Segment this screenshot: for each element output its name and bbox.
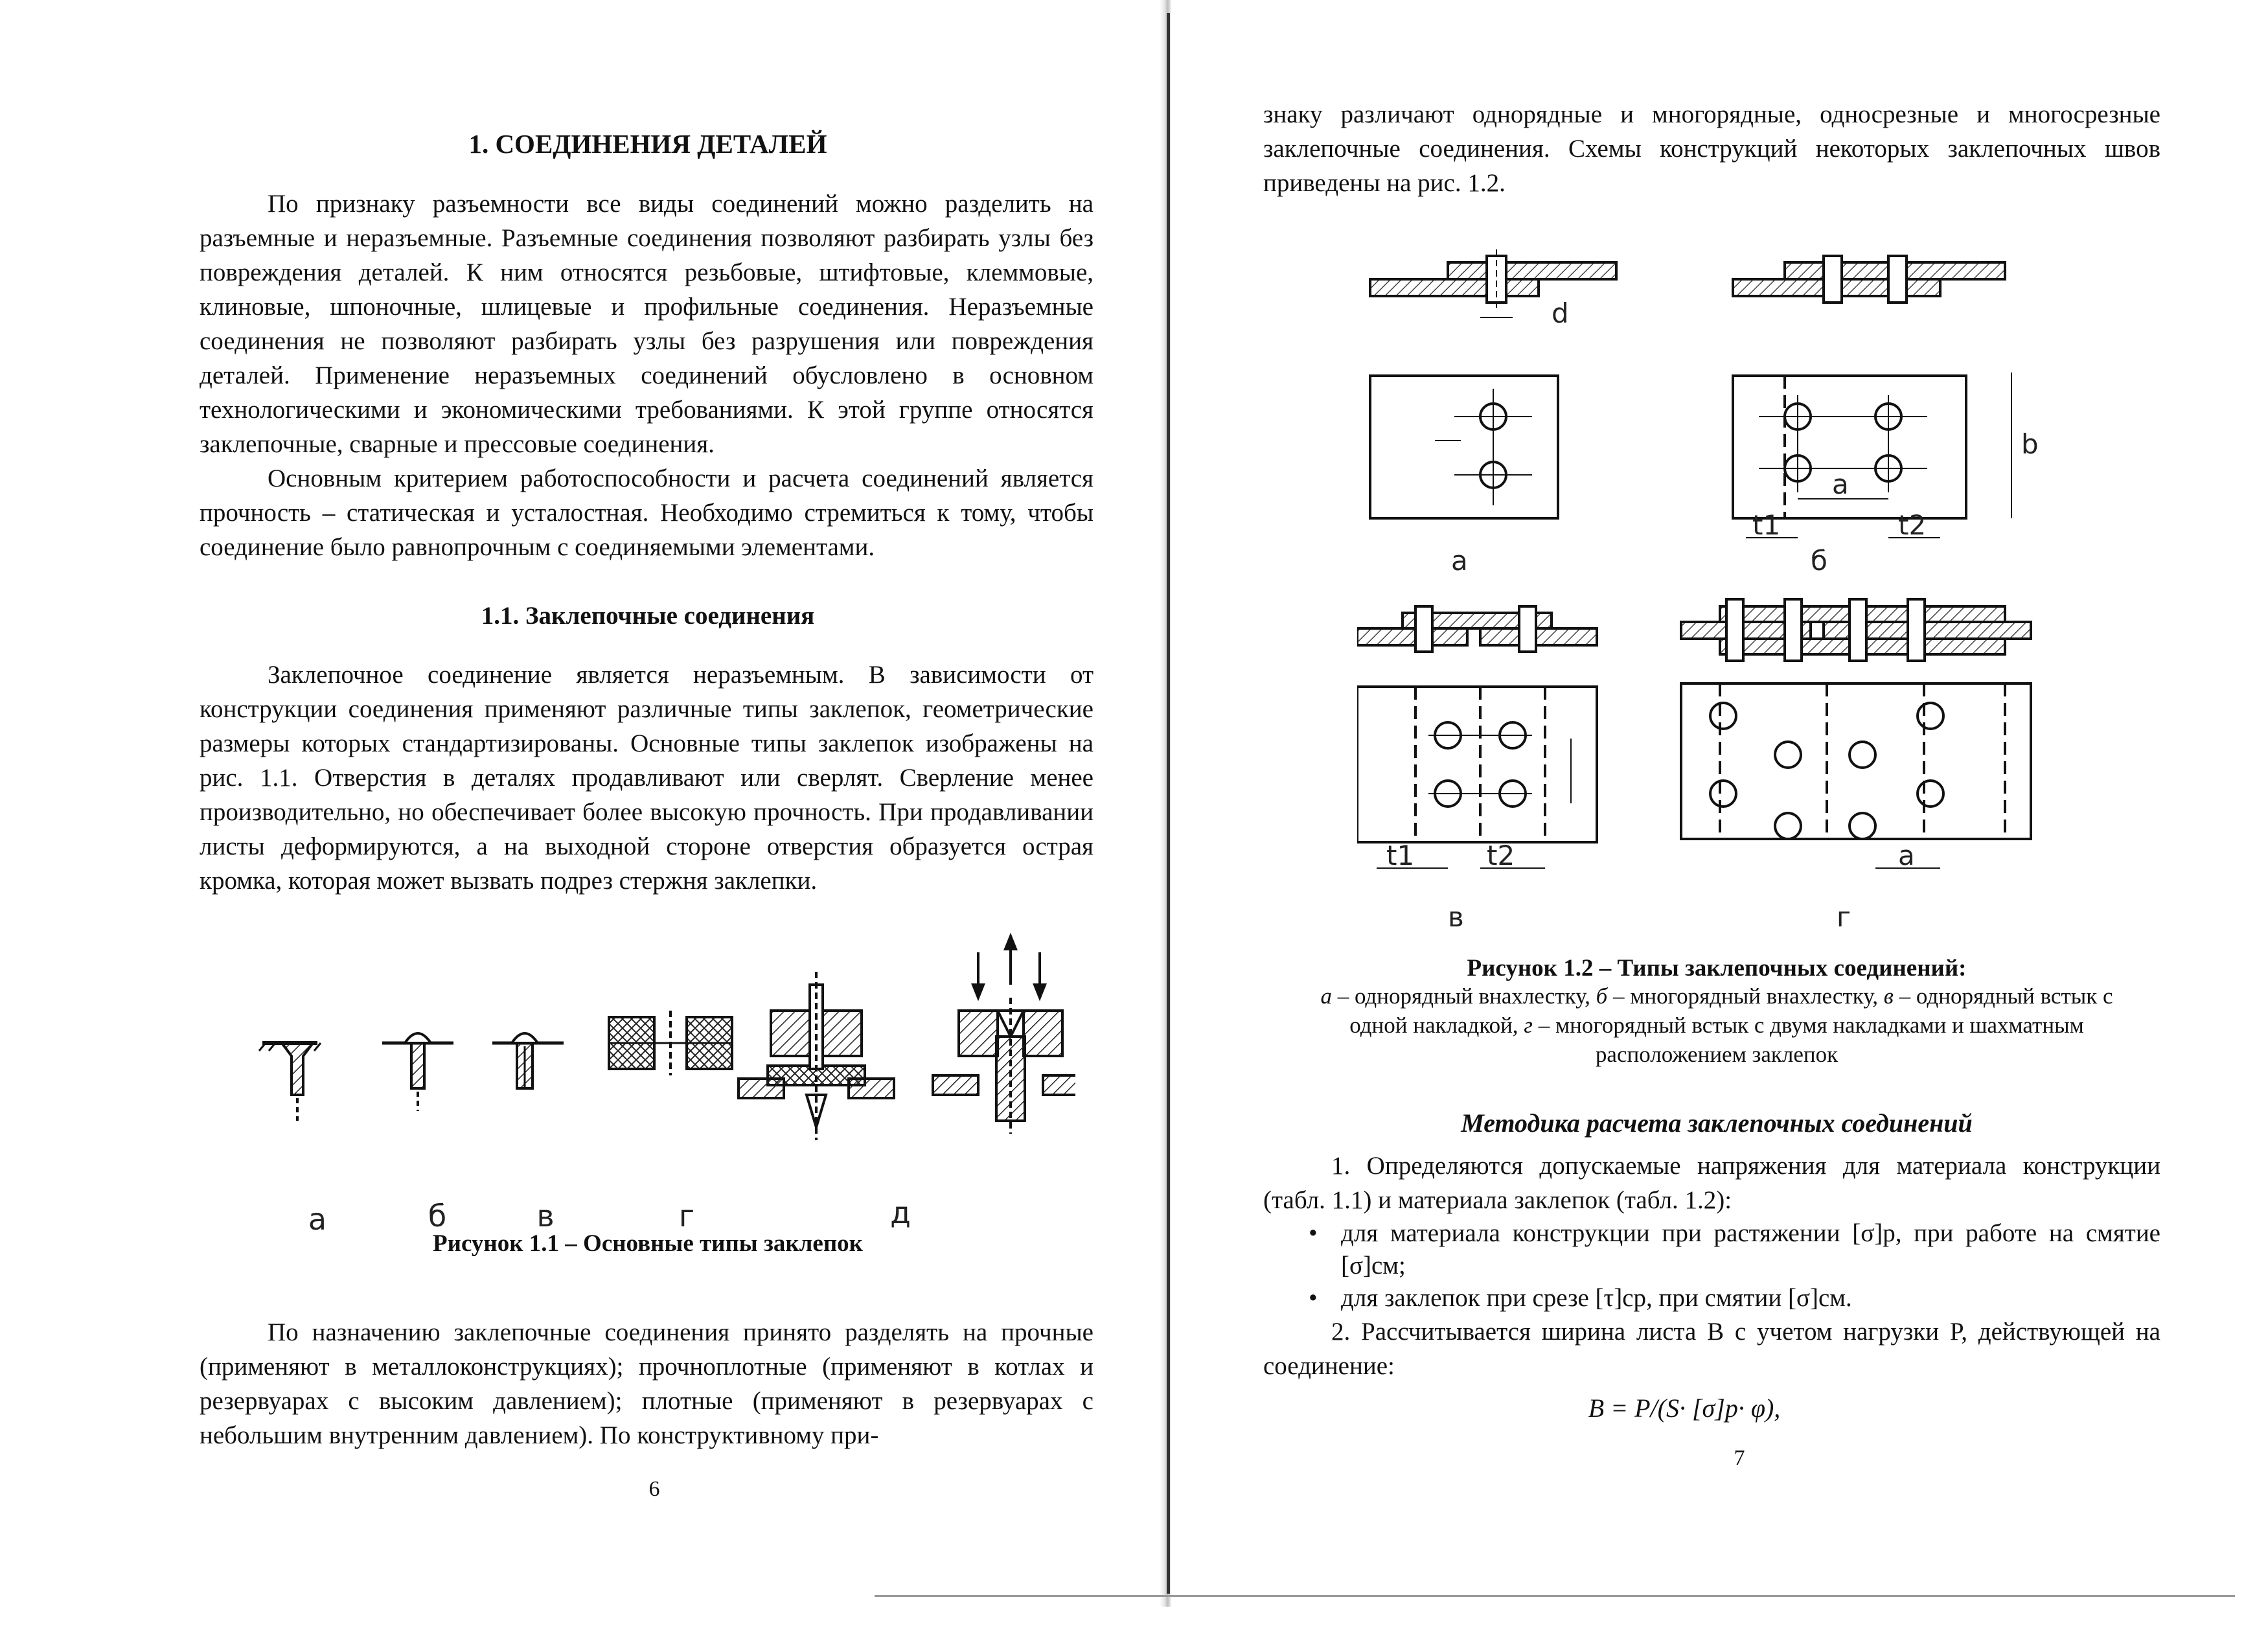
- fig2-label-b: б: [1811, 545, 1827, 577]
- fig1-label-d: д: [890, 1195, 911, 1230]
- bullet-item-2: • для заклепок при срезе [τ]ср, при смятии [σ]см.: [1302, 1282, 2160, 1314]
- step-1-text: 1. Определяются допускаемые напряжения для материала конструкции (табл. 1.1) и материала заклепок (табл. 1.2):: [1263, 1152, 2160, 1214]
- paragraph-1: [200, 187, 1094, 564]
- fig1-label-v: в: [536, 1199, 555, 1233]
- figure-1-2-caption: Рисунок 1.2 – Типы заклепочных соединений:: [1467, 955, 1967, 981]
- joint-a-plan: [1370, 376, 1558, 518]
- paragraph-3-text: Заклепочное соединение является неразъемным. В зависимости от конструкции соединения применяют различные типы заклепок, геометрические размеры которых стандартизированы. Основные типы заклепок изображены на рис. 1.1. Отверстия в деталях продавливают или сверлят. Сверление менее производительно, но обеспечивает более высокую прочность. При продавливании листы деформируются, а на выходной стороне отверстия образуется острая кромка, которая может вызвать подрез стержня заклепки.: [200, 661, 1094, 895]
- dim-label-a-g: a: [1898, 840, 1915, 871]
- legend-item-v: в – однорядный встык с одной накладкой,: [1349, 983, 2113, 1038]
- fig2-label-a: а: [1451, 545, 1468, 577]
- section-title: 1.1. Заклепочные соединения: [481, 602, 815, 630]
- bullet-list: [1302, 1217, 2160, 1314]
- legend-item-g: г – многорядный встык с двумя накладками и шахматным расположением заклепок: [1524, 1013, 2084, 1067]
- paragraph-1-text: По признаку разъемности все виды соединений можно разделить на разъемные и неразъемные. Разъемные соединения позволяют разбирать узлы без повреждения деталей. К ним относятся резьбовые, штифтовые, клеммовые, клиновые, шпоночные, шлицевые и профильные соединения. Неразъемные соединения не позволяют разбирать узлы без разрушения или повреждения деталей. Применение неразъемных соединений обусловлено в основном технологическими и экономическими требованиями. К этой группе относятся заклепочные, сварные и прессовые соединения.: [200, 190, 1094, 458]
- dim-label-t1-b: t1: [1752, 509, 1781, 541]
- joint-b-section: [1733, 256, 2005, 303]
- step-2-text: 2. Рассчитывается ширина листа B с учетом нагрузки P, действующей на соединение:: [1263, 1318, 2160, 1380]
- rivet-b-round-head: [382, 1033, 453, 1111]
- paragraph-3: [200, 658, 1094, 898]
- figure-1-2-rivet-joints: [1357, 246, 2135, 933]
- joint-v-section: [1357, 606, 1597, 652]
- right-page: [1176, 0, 2268, 1652]
- joint-b-plan: [1733, 373, 2039, 541]
- dim-label-t2-b: t2: [1898, 509, 1927, 541]
- joint-v-plan: [1357, 687, 1597, 871]
- bullet-item-1: • для материала конструкции при растяжении [σ]р, при работе на смятие [σ]см;: [1302, 1217, 2160, 1282]
- joint-g-section: [1681, 599, 2031, 661]
- paragraph-continued-text: знаку различают однорядные и многорядные, односрезные и многосрезные заклепочные соединения. Схемы конструкций некоторых заклепочных швов приведены на рис. 1.2.: [1263, 100, 2160, 197]
- fig1-label-b: б: [428, 1199, 447, 1233]
- joint-g-plan: [1681, 683, 2031, 871]
- rivet-d-tool-1: [739, 972, 894, 1140]
- rivet-a-countersunk: [259, 1043, 321, 1121]
- rivet-g-plates: [609, 1011, 732, 1075]
- method-title: Методика расчета заклепочных соединений: [1461, 1108, 1973, 1138]
- dim-label-b: b: [2021, 428, 2039, 460]
- paragraph-4: [200, 1315, 1094, 1452]
- fig2-label-v: в: [1448, 901, 1464, 933]
- figure-1-2-legend: [1309, 981, 2125, 1069]
- fig1-label-g: г: [678, 1199, 695, 1233]
- joint-a-section: [1370, 249, 1616, 329]
- legend-item-b: б – многорядный внахлестку,: [1596, 983, 1884, 1009]
- rivet-d-tool-2: [933, 936, 1075, 1134]
- page-number-right: 7: [1734, 1446, 1745, 1470]
- legend-item-a: а – однорядный внахлестку,: [1320, 983, 1596, 1009]
- fig1-label-a: а: [308, 1202, 327, 1237]
- paragraph-continued: [1263, 97, 2160, 200]
- chapter-title: 1. СОЕДИНЕНИЯ ДЕТАЛЕЙ: [468, 129, 827, 159]
- dim-label-d-a: d: [1552, 297, 1569, 329]
- formula-B: B = P/(S· [σ]р· φ),: [1588, 1394, 1781, 1423]
- paragraph-2-text: Основным критерием работоспособности и расчета соединений является прочность – статическая и усталостная. Необходимо стремиться к тому, чтобы соединение было равнопрочным с соединяемыми элементами.: [200, 465, 1094, 561]
- dim-label-t2-v: t2: [1487, 840, 1515, 871]
- dim-label-a-b: a: [1832, 468, 1849, 500]
- fig2-label-g: г: [1837, 901, 1851, 933]
- page-number-left: 6: [648, 1477, 660, 1501]
- figure-1-1-caption: Рисунок 1.1 – Основные типы заклепок: [433, 1230, 863, 1257]
- method-body: [1263, 1149, 2160, 1383]
- dim-label-t1-v: t1: [1386, 840, 1415, 871]
- figure-1-1-rivet-types: [246, 933, 1075, 1218]
- rivet-v-tubular: [492, 1033, 564, 1088]
- paragraph-4-text: По назначению заклепочные соединения принято разделять на прочные (применяют в металлоконструкциях); прочноплотные (применяют в котлах и резервуарах с высоким давлением); плотные (применяют в резервуарах с небольшим внутренним давлением). По конструктивному при-: [200, 1318, 1094, 1449]
